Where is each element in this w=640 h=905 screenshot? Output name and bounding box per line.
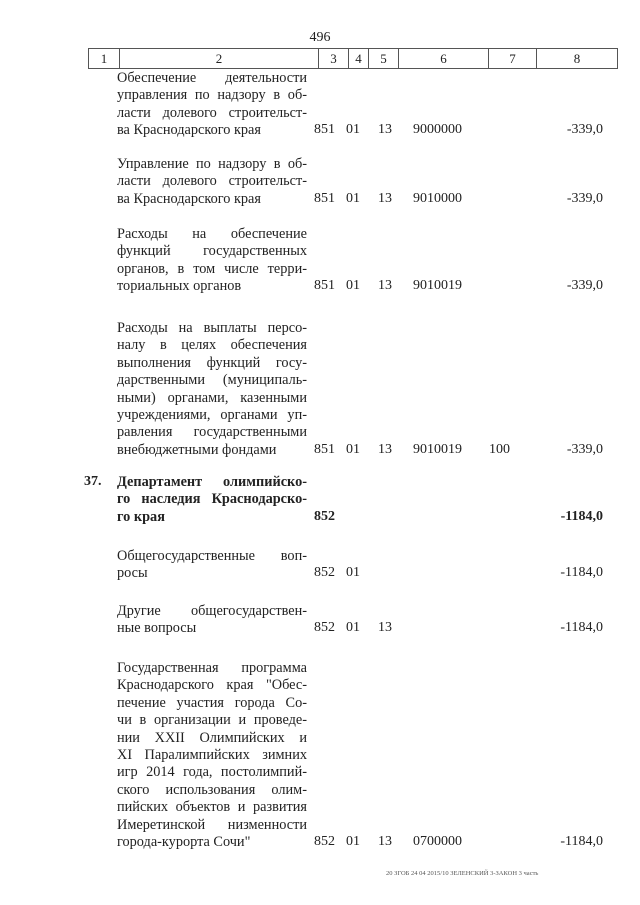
col-3-value: 852 xyxy=(314,834,335,849)
col-8-value: -1184,0 xyxy=(560,508,603,524)
col-8-value: -339,0 xyxy=(566,278,603,294)
col-8-value: -1184,0 xyxy=(560,565,603,581)
row-name-line: го края xyxy=(117,508,165,525)
col-3-value: 852 xyxy=(314,565,335,581)
row-name xyxy=(117,156,307,208)
row-name-line: нии XXII Олимпийских и xyxy=(117,729,307,746)
col-3-value: 851 xyxy=(314,190,335,206)
col-8-value: -339,0 xyxy=(566,122,603,138)
header-col-3: 3 xyxy=(318,49,348,68)
col-6-value: 9010019 xyxy=(413,278,462,294)
header-col-5: 5 xyxy=(368,49,398,68)
row-name xyxy=(117,548,307,583)
header-col-8: 8 xyxy=(536,49,617,68)
col-4-value: 01 xyxy=(346,565,360,581)
col-8-value: -1184,0 xyxy=(560,834,603,849)
col-5-value: 13 xyxy=(378,190,392,206)
page-footer: 20 ЗГОБ 24 04 2015/10 ЗЕЛЕНСКИЙ 3-ЗАКОН 3 часть xyxy=(386,870,539,877)
row-name-line: функций государственных xyxy=(117,243,307,260)
col-6-value: 9010019 xyxy=(413,441,462,457)
row-name-line: ва Краснодарского края xyxy=(117,122,261,139)
col-5-value: 13 xyxy=(378,620,392,636)
col-3-value: 851 xyxy=(314,122,335,138)
col-8-value: -1184,0 xyxy=(560,620,603,636)
row-number: 37. xyxy=(84,474,102,489)
row-name-line: дарственными (муниципаль- xyxy=(117,372,307,389)
row-name-line: игр 2014 года, постолимпий- xyxy=(117,764,307,781)
row-name-line: ского использования олим- xyxy=(117,781,307,798)
table-header xyxy=(88,48,618,69)
row-name-line: ласти долевого строительст- xyxy=(117,173,307,190)
row-name-line: внебюджетными фондами xyxy=(117,441,277,458)
row-name-line: Управление по надзору в об- xyxy=(117,156,307,172)
row-name-line: ными) органами, казенными xyxy=(117,389,307,406)
header-col-2: 2 xyxy=(119,49,318,68)
row-name-line: ва Краснодарского края xyxy=(117,190,261,207)
col-7-value: 100 xyxy=(489,441,510,457)
row-name-line: ласти долевого строительст- xyxy=(117,104,307,121)
row-name-line: управления по надзору в об- xyxy=(117,87,307,104)
row-name-line: налу в целях обеспечения xyxy=(117,337,307,354)
row-name xyxy=(117,660,307,851)
row-name-line: Обеспечение деятельности xyxy=(117,70,307,86)
row-name-line: учреждениями, органами уп- xyxy=(117,407,307,424)
row-name-line: выполнения функций госу- xyxy=(117,354,307,371)
col-4-value: 01 xyxy=(346,190,360,206)
row-name-line: органов, в том числе терри- xyxy=(117,260,307,277)
header-col-6: 6 xyxy=(398,49,488,68)
row-name-line: чи в организации и проведе- xyxy=(117,712,307,729)
row-name-line: XI Паралимпийских зимних xyxy=(117,747,307,764)
col-3-value: 852 xyxy=(314,620,335,636)
row-name-line: равления государственными xyxy=(117,424,307,441)
row-name-line: Государственная программа xyxy=(117,660,307,676)
row-name-line: пийских объектов и развития xyxy=(117,799,307,816)
row-name-line: города-курорта Сочи" xyxy=(117,834,251,851)
col-4-value: 01 xyxy=(346,278,360,294)
col-4-value: 01 xyxy=(346,620,360,636)
row-name-line: ные вопросы xyxy=(117,620,197,637)
page-number: 496 xyxy=(309,30,331,45)
col-4-value: 01 xyxy=(346,441,360,457)
row-name-line: росы xyxy=(117,565,148,582)
col-3-value: 852 xyxy=(314,508,335,524)
col-6-value: 0700000 xyxy=(413,834,462,849)
row-name-line: Другие общегосударствен- xyxy=(117,603,307,619)
row-name-line: Имеретинской низменности xyxy=(117,816,307,833)
col-6-value: 9010000 xyxy=(413,190,462,206)
col-8-value: -339,0 xyxy=(566,441,603,457)
row-name-line: печение участия города Со- xyxy=(117,694,307,711)
header-col-4: 4 xyxy=(348,49,368,68)
col-5-value: 13 xyxy=(378,441,392,457)
row-name xyxy=(117,70,307,140)
col-3-value: 851 xyxy=(314,278,335,294)
row-name xyxy=(117,320,307,459)
row-name xyxy=(117,226,307,296)
row-name xyxy=(117,474,307,526)
col-5-value: 13 xyxy=(378,122,392,138)
row-name-line: го наследия Краснодарско- xyxy=(117,491,307,508)
row-name-line: Департамент олимпийско- xyxy=(117,474,307,490)
col-8-value: -339,0 xyxy=(566,190,603,206)
header-col-7: 7 xyxy=(488,49,536,68)
row-name-line: Краснодарского края "Обес- xyxy=(117,677,307,694)
row-name-line: ториальных органов xyxy=(117,278,242,295)
col-3-value: 851 xyxy=(314,441,335,457)
col-5-value: 13 xyxy=(378,834,392,849)
header-col-1: 1 xyxy=(100,51,108,66)
row-name-line: Расходы на выплаты персо- xyxy=(117,320,307,336)
col-5-value: 13 xyxy=(378,278,392,294)
col-6-value: 9000000 xyxy=(413,122,462,138)
row-name-line: Общегосударственные воп- xyxy=(117,548,307,564)
col-4-value: 01 xyxy=(346,122,360,138)
col-4-value: 01 xyxy=(346,834,360,849)
row-name xyxy=(117,603,307,638)
row-name-line: Расходы на обеспечение xyxy=(117,226,307,242)
